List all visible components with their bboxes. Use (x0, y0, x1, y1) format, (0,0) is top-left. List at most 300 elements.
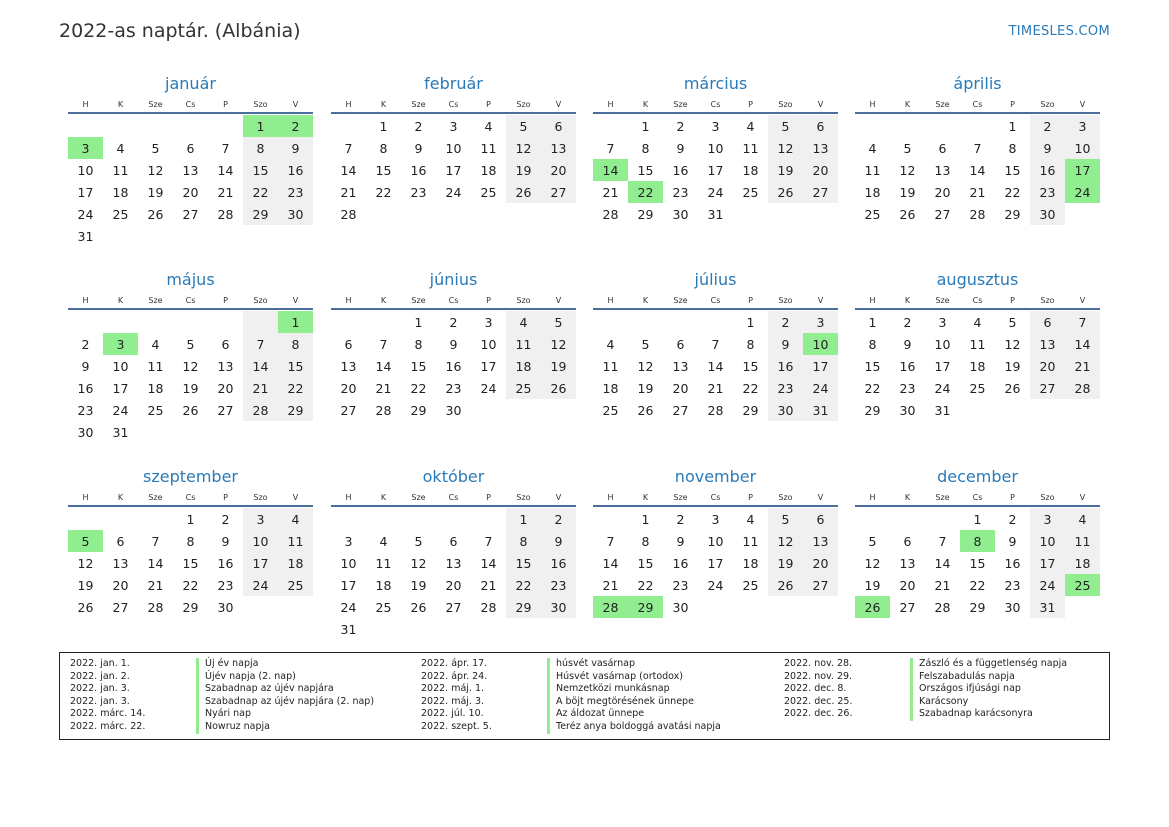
day-cell: 30 (899, 402, 916, 418)
empty-cell (960, 115, 995, 137)
day-cell: 11 (742, 140, 759, 156)
day-cell: 11 (864, 162, 881, 178)
day-cell: 2 (1008, 511, 1017, 527)
day-cell: 1 (868, 314, 877, 330)
day-cell: 16 (217, 555, 234, 571)
weekday-label: H (607, 295, 614, 305)
day-cell: 16 (768, 355, 803, 377)
holiday-date: 2022. máj. 3. (421, 695, 485, 707)
day-cell: 6 (676, 336, 685, 352)
empty-cell (138, 225, 173, 247)
holiday-name: A böjt megtörésének ünnepe (547, 696, 694, 709)
weekday-label: Sze (411, 99, 426, 109)
day-cell: 18 (480, 162, 497, 178)
day-cell: 26 (506, 181, 541, 203)
day-cell: 9 (541, 530, 576, 552)
weekday-label: Sze (935, 295, 950, 305)
day-cell: 14 (707, 358, 724, 374)
day-cell: 28 (340, 206, 357, 222)
day-cell: 14 (480, 555, 497, 571)
day-cell: 23 (77, 402, 94, 418)
empty-cell (401, 203, 436, 225)
day-cell: 24 (1065, 181, 1100, 203)
holiday-row (421, 696, 721, 709)
holiday-row (421, 658, 721, 671)
day-cell: 9 (1008, 533, 1017, 549)
empty-cell (855, 115, 890, 137)
day-cell: 26 (637, 402, 654, 418)
day-cell: 15 (742, 358, 759, 374)
empty-cell (103, 508, 138, 530)
day-cell: 27 (541, 181, 576, 203)
day-cell: 25 (278, 574, 313, 596)
weekday-label: Szo (1040, 492, 1055, 502)
day-cell: 13 (217, 358, 234, 374)
day-cell: 24 (243, 574, 278, 596)
day-cell: 20 (340, 380, 357, 396)
day-cell: 26 (182, 402, 199, 418)
empty-cell (173, 115, 208, 137)
empty-cell (506, 618, 541, 640)
empty-cell (541, 618, 576, 640)
day-cell: 4 (151, 336, 160, 352)
empty-cell (541, 203, 576, 225)
day-cell: 28 (217, 206, 234, 222)
day-cell: 16 (1030, 159, 1065, 181)
empty-cell (278, 596, 313, 618)
weekday-header (331, 292, 576, 310)
day-cell: 3 (711, 118, 720, 134)
empty-cell (698, 596, 733, 618)
holiday-name: Az áldozat ünnepe (547, 708, 644, 721)
day-cell: 20 (182, 184, 199, 200)
day-cell: 9 (676, 140, 685, 156)
day-cell: 4 (116, 140, 125, 156)
day-cell: 29 (637, 206, 654, 222)
day-cell: 4 (278, 508, 313, 530)
day-cell: 17 (707, 162, 724, 178)
day-cell: 21 (602, 577, 619, 593)
weekday-label: V (1079, 295, 1086, 305)
empty-cell (243, 596, 278, 618)
empty-cell (436, 203, 471, 225)
weekday-label: Sze (673, 99, 688, 109)
weekday-label: K (117, 99, 124, 109)
weekday-label: V (1079, 99, 1086, 109)
day-cell: 25 (602, 402, 619, 418)
day-cell: 9 (903, 336, 912, 352)
empty-cell (803, 203, 838, 225)
day-cell: 13 (541, 137, 576, 159)
day-cell: 5 (768, 115, 803, 137)
weekday-label: P (1010, 99, 1015, 109)
weekday-label: Cs (185, 295, 196, 305)
weekday-label: Sze (148, 295, 163, 305)
day-cell: 16 (278, 159, 313, 181)
holiday-name: Szabadnap az újév napjára (2. nap) (196, 696, 374, 709)
empty-cell (803, 596, 838, 618)
weekday-label: Cs (710, 492, 721, 502)
empty-cell (401, 508, 436, 530)
day-cell: 10 (803, 333, 838, 355)
holiday-date: 2022. jan. 3. (70, 683, 130, 695)
day-cell: 12 (182, 358, 199, 374)
day-cell: 22 (182, 577, 199, 593)
day-cell: 10 (445, 140, 462, 156)
day-cell: 14 (969, 162, 986, 178)
day-cell: 5 (186, 336, 195, 352)
day-cell: 22 (375, 184, 392, 200)
empty-cell (173, 421, 208, 443)
weekday-label: V (817, 295, 824, 305)
month-augusztus (855, 268, 1100, 421)
day-cell: 14 (602, 555, 619, 571)
holiday-name: Karácsony (910, 696, 968, 709)
day-cell: 27 (803, 181, 838, 203)
day-cell: 17 (934, 358, 951, 374)
month-name: augusztus (936, 270, 1019, 289)
day-cell: 18 (112, 184, 129, 200)
weekday-label: Cs (710, 295, 721, 305)
weekday-label: Sze (935, 99, 950, 109)
weekday-label: H (869, 492, 876, 502)
empty-cell (593, 508, 628, 530)
day-cell: 22 (864, 380, 881, 396)
day-cell: 2 (903, 314, 912, 330)
weekday-label: V (555, 295, 562, 305)
weekday-label: Szo (1040, 99, 1055, 109)
day-cell: 24 (480, 380, 497, 396)
brand-logo-text[interactable]: TIMESLES.COM (1008, 24, 1110, 39)
day-cell: 13 (803, 137, 838, 159)
day-cell: 8 (186, 533, 195, 549)
day-cell: 9 (221, 533, 230, 549)
day-cell: 24 (77, 206, 94, 222)
day-cell: 12 (899, 162, 916, 178)
holiday-date: 2022. márc. 22. (70, 720, 146, 732)
month-június (331, 268, 576, 421)
weekday-label: P (748, 99, 753, 109)
day-cell: 12 (541, 333, 576, 355)
day-cell: 5 (541, 311, 576, 333)
day-grid (331, 311, 576, 421)
empty-cell (68, 311, 103, 333)
page-title: 2022-as naptár. (Albánia) (59, 20, 301, 42)
day-cell: 5 (903, 140, 912, 156)
day-cell: 26 (1004, 380, 1021, 396)
weekday-label: P (1010, 492, 1015, 502)
day-cell: 5 (641, 336, 650, 352)
day-cell: 25 (375, 599, 392, 615)
day-cell: 22 (969, 577, 986, 593)
day-cell: 10 (77, 162, 94, 178)
empty-cell (855, 508, 890, 530)
holiday-name: húsvét vasárnap (547, 658, 635, 671)
day-cell: 19 (182, 380, 199, 396)
month-május (68, 268, 313, 443)
day-cell: 14 (147, 555, 164, 571)
weekday-label: Cs (185, 99, 196, 109)
weekday-label: H (869, 99, 876, 109)
empty-cell (698, 311, 733, 333)
day-cell: 25 (864, 206, 881, 222)
day-cell: 31 (707, 206, 724, 222)
day-cell: 14 (375, 358, 392, 374)
day-cell: 21 (243, 377, 278, 399)
day-cell: 23 (445, 380, 462, 396)
day-cell: 8 (641, 533, 650, 549)
weekday-label: Szo (778, 295, 793, 305)
month-name: július (694, 270, 737, 289)
day-cell: 16 (445, 358, 462, 374)
day-cell: 3 (711, 511, 720, 527)
empty-cell (733, 596, 768, 618)
empty-cell (243, 311, 278, 333)
day-grid (68, 115, 313, 247)
day-cell: 11 (506, 333, 541, 355)
empty-cell (890, 508, 925, 530)
holiday-date: 2022. dec. 8. (784, 683, 847, 695)
day-cell: 19 (506, 159, 541, 181)
day-cell: 7 (221, 140, 230, 156)
day-cell: 26 (541, 377, 576, 399)
month-name: február (424, 74, 483, 93)
day-cell: 19 (147, 184, 164, 200)
day-cell: 20 (445, 577, 462, 593)
day-cell: 11 (742, 533, 759, 549)
weekday-label: H (82, 295, 89, 305)
empty-cell (1065, 399, 1100, 421)
weekday-label: Sze (148, 99, 163, 109)
day-cell: 22 (243, 181, 278, 203)
day-cell: 8 (641, 140, 650, 156)
day-cell: 16 (77, 380, 94, 396)
holiday-row (784, 708, 1067, 721)
day-cell: 10 (707, 533, 724, 549)
holiday-column (421, 658, 721, 734)
empty-cell (331, 311, 366, 333)
day-cell: 18 (506, 355, 541, 377)
day-cell: 28 (480, 599, 497, 615)
holiday-date: 2022. júl. 10. (421, 708, 484, 720)
day-cell: 3 (1030, 508, 1065, 530)
empty-cell (401, 618, 436, 640)
day-grid (593, 115, 838, 225)
weekday-label: Szo (516, 492, 531, 502)
empty-cell (925, 508, 960, 530)
day-cell: 15 (637, 555, 654, 571)
holiday-name: Teréz anya boldoggá avatási napja (547, 721, 721, 734)
weekday-label: P (486, 492, 491, 502)
day-cell: 30 (541, 596, 576, 618)
empty-cell (138, 421, 173, 443)
holiday-date: 2022. jan. 1. (70, 658, 130, 669)
weekday-header (68, 292, 313, 310)
day-cell: 1 (186, 511, 195, 527)
weekday-label: V (292, 295, 299, 305)
day-cell: 21 (969, 184, 986, 200)
day-cell: 23 (1030, 181, 1065, 203)
day-cell: 1 (243, 115, 278, 137)
day-cell: 8 (506, 530, 541, 552)
weekday-label: Cs (710, 99, 721, 109)
day-cell: 25 (506, 377, 541, 399)
weekday-label: Cs (448, 295, 459, 305)
month-március (593, 72, 838, 225)
day-cell: 27 (445, 599, 462, 615)
weekday-label: Cs (448, 492, 459, 502)
holiday-list (59, 652, 1110, 740)
day-cell: 11 (602, 358, 619, 374)
day-cell: 11 (375, 555, 392, 571)
day-cell: 16 (899, 358, 916, 374)
day-cell: 22 (1004, 184, 1021, 200)
day-cell: 17 (803, 355, 838, 377)
day-cell: 16 (672, 162, 689, 178)
day-cell: 31 (77, 228, 94, 244)
day-cell: 21 (217, 184, 234, 200)
empty-cell (278, 421, 313, 443)
holiday-name: Újév napja (2. nap) (196, 671, 296, 684)
day-cell: 15 (278, 355, 313, 377)
day-cell: 13 (672, 358, 689, 374)
weekday-label: H (345, 295, 352, 305)
weekday-label: K (380, 99, 387, 109)
empty-cell (628, 311, 663, 333)
day-cell: 14 (593, 159, 628, 181)
day-cell: 20 (672, 380, 689, 396)
month-name: szeptember (142, 467, 238, 486)
day-cell: 1 (1008, 118, 1017, 134)
weekday-label: K (642, 295, 649, 305)
weekday-label: V (292, 492, 299, 502)
day-cell: 29 (243, 203, 278, 225)
holiday-row (784, 683, 1067, 696)
weekday-header (331, 489, 576, 507)
weekday-header (68, 489, 313, 507)
day-cell: 29 (410, 402, 427, 418)
day-cell: 29 (969, 599, 986, 615)
weekday-label: V (1079, 492, 1086, 502)
weekday-label: P (1010, 295, 1015, 305)
weekday-label: K (904, 492, 911, 502)
day-cell: 10 (1065, 137, 1100, 159)
day-cell: 18 (742, 162, 759, 178)
day-cell: 3 (484, 314, 493, 330)
empty-cell (138, 115, 173, 137)
holiday-name: Nemzetközi munkásnap (547, 683, 670, 696)
weekday-label: H (607, 492, 614, 502)
month-name: május (166, 270, 215, 289)
day-cell: 6 (803, 508, 838, 530)
day-grid (855, 508, 1100, 618)
weekday-label: Szo (516, 295, 531, 305)
holiday-date: 2022. dec. 25. (784, 695, 853, 707)
month-name: június (429, 270, 478, 289)
day-cell: 27 (803, 574, 838, 596)
day-cell: 31 (112, 424, 129, 440)
weekday-label: H (345, 99, 352, 109)
weekday-label: H (607, 99, 614, 109)
day-cell: 15 (243, 159, 278, 181)
day-cell: 26 (768, 181, 803, 203)
day-cell: 22 (506, 574, 541, 596)
day-cell: 27 (899, 599, 916, 615)
day-cell: 27 (182, 206, 199, 222)
day-cell: 5 (768, 508, 803, 530)
empty-cell (471, 203, 506, 225)
day-cell: 24 (112, 402, 129, 418)
day-cell: 28 (147, 599, 164, 615)
day-cell: 16 (541, 552, 576, 574)
day-cell: 3 (449, 118, 458, 134)
empty-cell (68, 115, 103, 137)
day-cell: 18 (278, 552, 313, 574)
day-cell: 13 (340, 358, 357, 374)
day-cell: 19 (899, 184, 916, 200)
day-cell: 8 (243, 137, 278, 159)
holiday-row (70, 696, 374, 709)
day-cell: 10 (243, 530, 278, 552)
month-szeptember (68, 465, 313, 618)
weekday-label: Sze (673, 295, 688, 305)
day-cell: 20 (899, 577, 916, 593)
day-cell: 2 (1030, 115, 1065, 137)
day-cell: 28 (243, 399, 278, 421)
day-cell: 21 (1065, 355, 1100, 377)
empty-cell (278, 225, 313, 247)
day-cell: 17 (243, 552, 278, 574)
empty-cell (103, 115, 138, 137)
holiday-date: 2022. nov. 28. (784, 658, 853, 669)
weekday-label: K (117, 295, 124, 305)
empty-cell (103, 225, 138, 247)
holiday-date: 2022. szept. 5. (421, 720, 492, 732)
day-cell: 9 (676, 533, 685, 549)
day-cell: 13 (445, 555, 462, 571)
month-name: január (165, 74, 216, 93)
weekday-label: V (817, 492, 824, 502)
holiday-date: 2022. máj. 1. (421, 683, 485, 695)
day-cell: 15 (1004, 162, 1021, 178)
day-cell: 15 (637, 162, 654, 178)
day-cell: 17 (1030, 552, 1065, 574)
day-cell: 25 (742, 184, 759, 200)
empty-cell (208, 311, 243, 333)
empty-cell (208, 115, 243, 137)
holiday-date: 2022. nov. 29. (784, 670, 853, 682)
day-cell: 24 (1030, 574, 1065, 596)
day-cell: 6 (344, 336, 353, 352)
empty-cell (173, 311, 208, 333)
day-cell: 21 (480, 577, 497, 593)
day-cell: 15 (969, 555, 986, 571)
empty-cell (436, 618, 471, 640)
day-cell: 1 (641, 118, 650, 134)
day-cell: 11 (1065, 530, 1100, 552)
day-cell: 2 (449, 314, 458, 330)
day-cell: 14 (934, 555, 951, 571)
empty-cell (103, 311, 138, 333)
day-cell: 16 (1004, 555, 1021, 571)
holiday-date: 2022. jan. 3. (70, 695, 130, 707)
empty-cell (436, 508, 471, 530)
day-cell: 20 (934, 184, 951, 200)
day-cell: 6 (1030, 311, 1065, 333)
weekday-label: P (486, 99, 491, 109)
day-cell: 12 (147, 162, 164, 178)
weekday-header (593, 489, 838, 507)
